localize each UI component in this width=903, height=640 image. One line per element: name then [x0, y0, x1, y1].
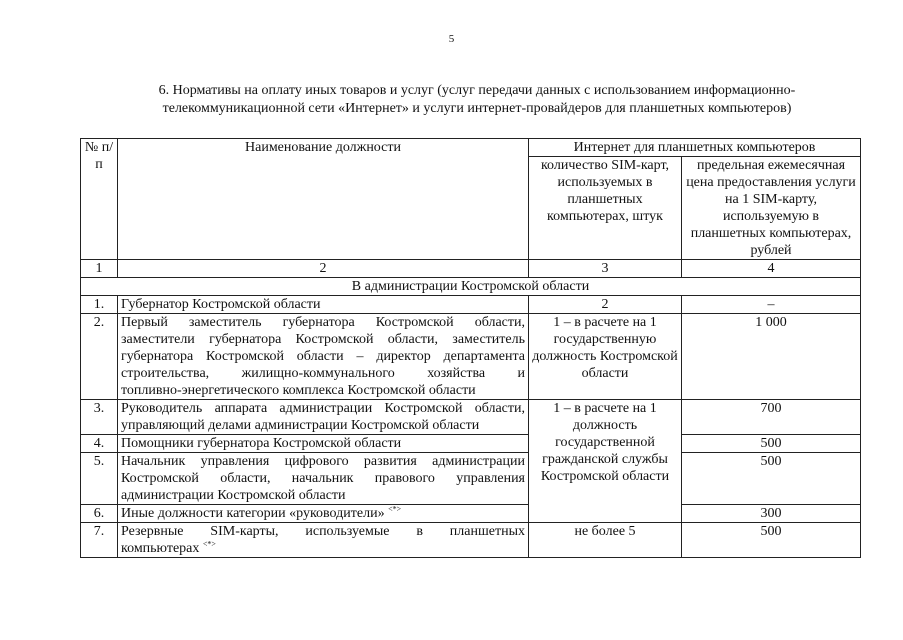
row-sim-count: 2: [529, 296, 682, 314]
merged-sim-count: 1 – в расчете на 1 должность государственной гражданской службы Костромской области: [529, 400, 682, 523]
row-position-line: [121, 540, 525, 557]
row-price: 300: [682, 505, 861, 523]
row-sim-count: не более 5: [529, 523, 682, 558]
row-position-line: Начальник управления цифрового развития администрации: [121, 454, 525, 469]
row-position-line: губернатора Костромской области – директор департамента: [121, 349, 525, 364]
row-price: –: [682, 296, 861, 314]
table-row: [81, 453, 861, 505]
header-sim-count: количество SIM-карт, используемых в планшетных компьютерах, штук: [529, 157, 682, 260]
header-price: предельная ежемесячная цена предоставления услуги на 1 SIM-карту, используемую в планшетных компьютерах, рублей: [682, 157, 861, 260]
column-number: 2: [118, 260, 529, 278]
section-heading: [92, 82, 862, 118]
table-row: [81, 505, 861, 523]
row-position-line: администрации Костромской области: [121, 488, 346, 503]
header-position: Наименование должности: [118, 139, 529, 260]
table-row: [81, 523, 861, 558]
row-position: Губернатор Костромской области: [118, 296, 529, 314]
section-heading-line-2: телекоммуникационной сети «Интернет» и услуги интернет-провайдеров для планшетных компьютеров): [162, 101, 792, 116]
row-position: Помощники губернатора Костромской области: [118, 435, 529, 453]
section-row: [81, 278, 861, 296]
footnote-mark: <*>: [388, 504, 402, 514]
row-position: [118, 453, 529, 505]
row-position: [118, 505, 529, 523]
column-numbers-row: [81, 260, 861, 278]
table-header-row: [81, 139, 861, 157]
row-number: 4.: [81, 435, 118, 453]
row-position-line: Костромской области, начальник правового управления: [121, 471, 525, 486]
page-number: 5: [448, 33, 455, 45]
row-position-line: Первый заместитель губернатора Костромской области,: [121, 315, 525, 330]
section-title: В администрации Костромской области: [81, 278, 861, 296]
row-number: 2.: [81, 314, 118, 400]
row-position-line: топливно-энергетического комплекса Костромской области: [121, 383, 476, 398]
row-position-text: компьютерах: [121, 541, 200, 556]
footnote-mark: <*>: [202, 539, 216, 549]
row-price: 500: [682, 523, 861, 558]
section-heading-line-1: 6. Нормативы на оплату иных товаров и услуг (услуг передачи данных с использованием информационно-: [158, 83, 796, 98]
header-number: № п/п: [81, 139, 118, 260]
row-number: 5.: [81, 453, 118, 505]
row-position-line: управляющий делами администрации Костромской области: [121, 418, 480, 433]
row-price: 1 000: [682, 314, 861, 400]
table-row: [81, 314, 861, 400]
row-number: 1.: [81, 296, 118, 314]
column-number: 3: [529, 260, 682, 278]
column-number: 1: [81, 260, 118, 278]
row-position-line: строительства, жилищно-коммунального хозяйства и: [121, 366, 525, 381]
row-number: 7.: [81, 523, 118, 558]
row-price: 500: [682, 453, 861, 505]
row-position-line: заместители губернатора Костромской области, заместитель: [121, 332, 525, 347]
row-position: [118, 523, 529, 558]
row-position-line: Резервные SIM-карты, используемые в планшетных: [121, 524, 525, 539]
row-position: [118, 314, 529, 400]
row-number: 6.: [81, 505, 118, 523]
row-position: [118, 400, 529, 435]
row-position-text: Иные должности категории «руководители»: [121, 506, 385, 521]
row-number: 3.: [81, 400, 118, 435]
table-row: [81, 400, 861, 435]
column-number: 4: [682, 260, 861, 278]
row-position-line: Руководитель аппарата администрации Костромской области,: [121, 401, 525, 416]
row-price: 700: [682, 400, 861, 435]
table-row: [81, 435, 861, 453]
header-internet-group: Интернет для планшетных компьютеров: [529, 139, 861, 157]
row-price: 500: [682, 435, 861, 453]
row-sim-count: 1 – в расчете на 1 государственную должность Костромской области: [529, 314, 682, 400]
table-row: [81, 296, 861, 314]
norms-table: [80, 138, 861, 558]
